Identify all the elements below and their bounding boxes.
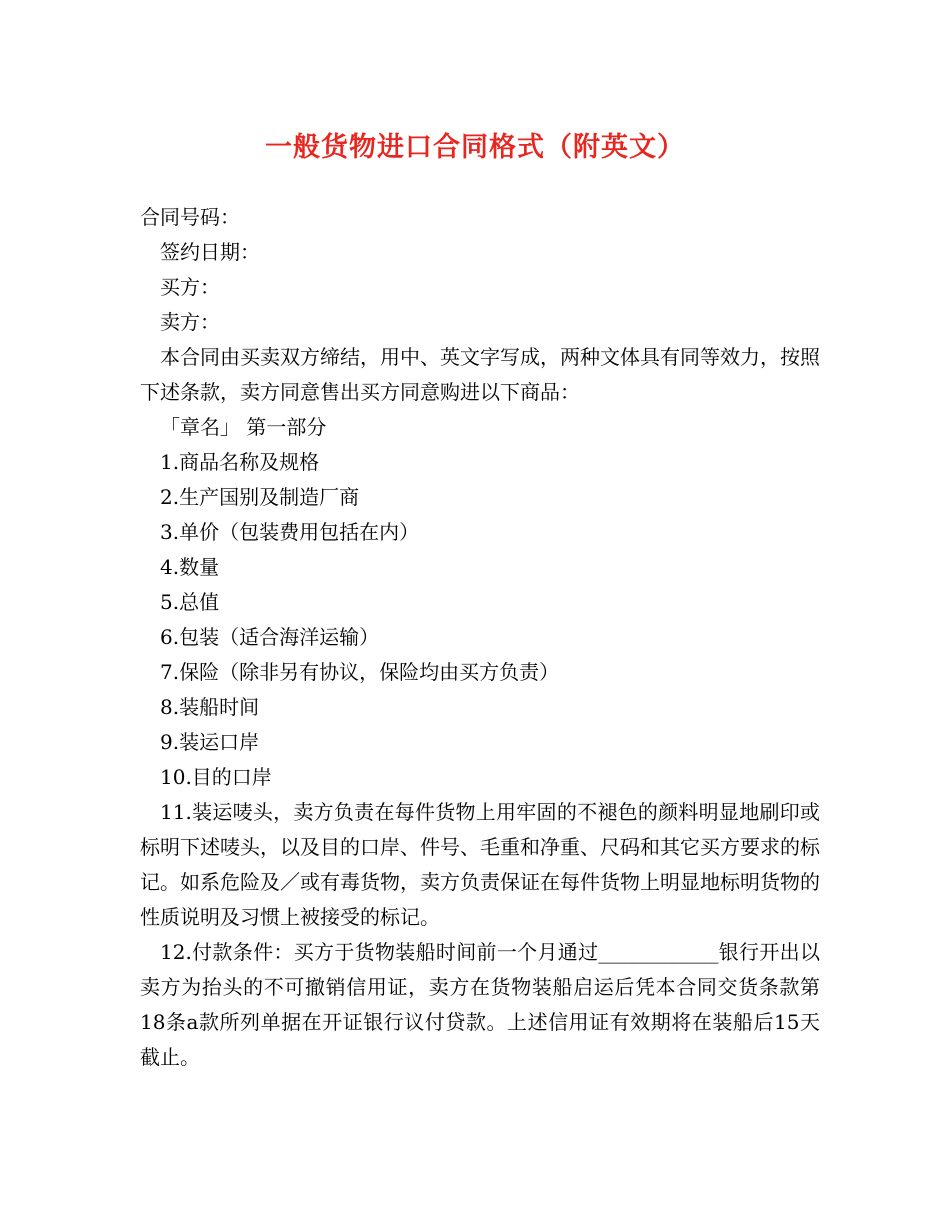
clause-item: 9.装运口岸 bbox=[160, 730, 260, 754]
seller-field: 卖方： bbox=[160, 310, 220, 334]
sign-date-field: 签约日期： bbox=[160, 240, 260, 264]
shipping-marks-clause: 11.装运唛头，卖方负责在每件货物上用牢固的不褪色的颜料明显地刷印或标明下述唛头，以及目的口岸、件号、毛重和净重、尺码和其它买方要求的标记。如系危险及／或有毒货物，卖方负责保证在每件货物上明显地标明货物的性质说明及习惯上被接受的标记。 bbox=[140, 800, 820, 929]
clause-item: 5.总值 bbox=[160, 590, 220, 614]
clause-item: 3.单价（包装费用包括在内） bbox=[160, 520, 420, 544]
clause-item: 10.目的口岸 bbox=[160, 765, 272, 789]
document-body bbox=[140, 200, 820, 1075]
clause-item: 4.数量 bbox=[160, 555, 220, 579]
payment-terms-clause: 12.付款条件：买方于货物装船时间前一个月通过____________银行开出以卖方为抬头的不可撤销信用证，卖方在货物装船启运后凭本合同交货条款第18条a款所列单据在开证银行议付贷款。上述信用证有效期将在装船后15天截止。 bbox=[140, 940, 820, 1069]
clause-item: 2.生产国别及制造厂商 bbox=[160, 485, 360, 509]
chapter-heading: 「章名」 第一部分 bbox=[160, 415, 327, 439]
intro-paragraph: 本合同由买卖双方缔结，用中、英文字写成，两种文体具有同等效力，按照下述条款，卖方同意售出买方同意购进以下商品： bbox=[140, 345, 820, 404]
buyer-field: 买方： bbox=[160, 275, 220, 299]
contract-number-field: 合同号码： bbox=[140, 205, 240, 229]
clause-item: 7.保险（除非另有协议，保险均由买方负责） bbox=[160, 660, 560, 684]
clause-item: 6.包装（适合海洋运输） bbox=[160, 625, 380, 649]
clause-item: 8.装船时间 bbox=[160, 695, 260, 719]
clause-item: 1.商品名称及规格 bbox=[160, 450, 320, 474]
document-title: 一般货物进口合同格式（附英文） bbox=[265, 132, 685, 163]
